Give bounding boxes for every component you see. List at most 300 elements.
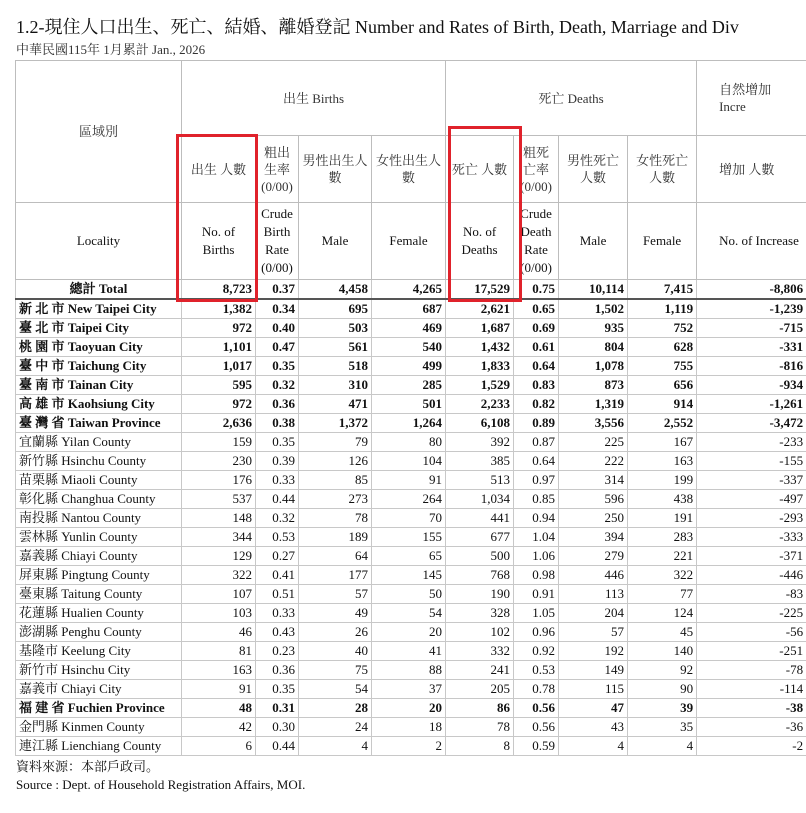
deaths-cell: 190 [446,585,514,604]
table-title: 1.2-現住人口出生、死亡、結婚、離婚登記 Number and Rates of Birth, Death, Marriage and Div [16,17,739,37]
male-births-cell: 4,458 [299,280,372,300]
birth-rate-cell: 0.51 [256,585,299,604]
death-rate-cell: 1.06 [514,547,559,566]
table-row [16,376,806,395]
table-body [16,280,806,756]
locality-cell: 金門縣 Kinmen County [16,718,182,737]
female-deaths-cell: 2,552 [628,414,697,433]
male-deaths-cell: 1,319 [559,395,628,414]
female-births-cell: 41 [372,642,446,661]
male-births-cell: 85 [299,471,372,490]
table-row [16,566,806,585]
region-header: 區域別 [16,61,182,203]
deaths-cell: 768 [446,566,514,585]
table-row [16,642,806,661]
births-cell: 48 [182,699,256,718]
death-rate-cell: 0.94 [514,509,559,528]
locality-cell: 福 建 省 Fuchien Province [16,699,182,718]
locality-cell: 新竹縣 Hsinchu County [16,452,182,471]
male-deaths-cell: 115 [559,680,628,699]
female-deaths-cell: 755 [628,357,697,376]
birth-rate-cell: 0.33 [256,604,299,623]
birth-rate-cell: 0.40 [256,319,299,338]
male-deaths-cell: 596 [559,490,628,509]
col-header-en-increase: No. of Increase [697,203,806,280]
male-deaths-cell: 47 [559,699,628,718]
birth-rate-cell: 0.36 [256,661,299,680]
increase-cell: -337 [697,471,806,490]
col-header-en-births: No. of Births [182,203,256,280]
death-rate-cell: 0.83 [514,376,559,395]
male-births-cell: 64 [299,547,372,566]
death-rate-cell: 0.82 [514,395,559,414]
table-row [16,414,806,433]
increase-cell: -36 [697,718,806,737]
deaths-cell: 102 [446,623,514,642]
death-rate-cell: 0.96 [514,623,559,642]
increase-cell: -38 [697,699,806,718]
male-births-cell: 28 [299,699,372,718]
female-births-cell: 50 [372,585,446,604]
deaths-cell: 332 [446,642,514,661]
table-row [16,661,806,680]
birth-rate-cell: 0.39 [256,452,299,471]
col-header-en-death-rate: Crude Death Rate (0/00) [514,203,559,280]
male-births-cell: 40 [299,642,372,661]
col-header-en-female-births: Female [372,203,446,280]
female-births-cell: 499 [372,357,446,376]
locality-cell: 臺 中 市 Taichung City [16,357,182,376]
locality-cell: 臺 南 市 Tainan City [16,376,182,395]
deaths-cell: 1,529 [446,376,514,395]
male-births-cell: 310 [299,376,372,395]
births-cell: 972 [182,395,256,414]
col-header-zh-female-births: 女性出生人數 [372,136,446,203]
female-births-cell: 88 [372,661,446,680]
deaths-cell: 205 [446,680,514,699]
female-births-cell: 20 [372,623,446,642]
female-births-cell: 540 [372,338,446,357]
table-row [16,680,806,699]
deaths-cell: 6,108 [446,414,514,433]
table-row [16,395,806,414]
female-births-cell: 54 [372,604,446,623]
deaths-cell: 86 [446,699,514,718]
death-rate-cell: 0.97 [514,471,559,490]
increase-cell: -114 [697,680,806,699]
female-deaths-cell: 7,415 [628,280,697,300]
increase-cell: -816 [697,357,806,376]
births-cell: 159 [182,433,256,452]
female-deaths-cell: 283 [628,528,697,547]
birth-rate-cell: 0.32 [256,509,299,528]
male-deaths-cell: 225 [559,433,628,452]
footnote-source-zh: 資料來源：本部戶政司。 [16,759,160,774]
table-row [16,585,806,604]
locality-cell: 彰化縣 Changhua County [16,490,182,509]
locality-cell: 宜蘭縣 Yilan County [16,433,182,452]
female-births-cell: 687 [372,299,446,319]
male-deaths-cell: 192 [559,642,628,661]
female-deaths-cell: 1,119 [628,299,697,319]
deaths-cell: 2,233 [446,395,514,414]
death-rate-cell: 0.59 [514,737,559,756]
locality-header: Locality [16,203,182,280]
increase-group-en: Incre [719,99,746,114]
births-cell: 42 [182,718,256,737]
birth-rate-cell: 0.31 [256,699,299,718]
male-deaths-cell: 204 [559,604,628,623]
death-rate-cell: 0.61 [514,338,559,357]
col-header-zh-birth-rate: 粗出生率 (0/00) [256,136,299,203]
increase-cell: -78 [697,661,806,680]
table-row [16,490,806,509]
table-subtitle: 中華民國115年 1月累計 Jan., 2026 [16,42,206,57]
female-births-cell: 18 [372,718,446,737]
male-births-cell: 79 [299,433,372,452]
female-births-cell: 70 [372,509,446,528]
statistics-table [15,60,806,756]
male-deaths-cell: 446 [559,566,628,585]
birth-rate-cell: 0.35 [256,433,299,452]
male-deaths-cell: 250 [559,509,628,528]
male-deaths-cell: 149 [559,661,628,680]
male-deaths-cell: 1,078 [559,357,628,376]
table-row [16,699,806,718]
female-births-cell: 1,264 [372,414,446,433]
locality-cell: 連江縣 Lienchiang County [16,737,182,756]
locality-cell: 澎湖縣 Penghu County [16,623,182,642]
death-rate-cell: 0.89 [514,414,559,433]
locality-cell: 屏東縣 Pingtung County [16,566,182,585]
death-rate-cell: 0.64 [514,357,559,376]
male-deaths-cell: 279 [559,547,628,566]
col-header-en-female-deaths: Female [628,203,697,280]
increase-cell: -225 [697,604,806,623]
births-cell: 1,382 [182,299,256,319]
birth-rate-cell: 0.37 [256,280,299,300]
births-cell: 103 [182,604,256,623]
table-row [16,338,806,357]
deaths-cell: 385 [446,452,514,471]
births-cell: 176 [182,471,256,490]
table-row [16,319,806,338]
increase-cell: -251 [697,642,806,661]
locality-cell: 苗栗縣 Miaoli County [16,471,182,490]
female-deaths-cell: 914 [628,395,697,414]
col-header-zh-death-rate: 粗死亡率 (0/00) [514,136,559,203]
female-deaths-cell: 4 [628,737,697,756]
male-deaths-cell: 10,114 [559,280,628,300]
table-row [16,299,806,319]
death-rate-cell: 0.75 [514,280,559,300]
deaths-cell: 1,833 [446,357,514,376]
birth-rate-cell: 0.53 [256,528,299,547]
locality-cell: 嘉義市 Chiayi City [16,680,182,699]
increase-cell: -1,239 [697,299,806,319]
male-births-cell: 189 [299,528,372,547]
female-deaths-cell: 39 [628,699,697,718]
male-births-cell: 78 [299,509,372,528]
male-deaths-cell: 935 [559,319,628,338]
male-births-cell: 4 [299,737,372,756]
birth-rate-cell: 0.44 [256,490,299,509]
col-header-en-male-deaths: Male [559,203,628,280]
birth-rate-cell: 0.32 [256,376,299,395]
increase-cell: -155 [697,452,806,471]
male-deaths-cell: 113 [559,585,628,604]
increase-group-header [697,61,806,136]
table-row [16,718,806,737]
increase-cell: -331 [697,338,806,357]
male-births-cell: 518 [299,357,372,376]
deaths-cell: 78 [446,718,514,737]
increase-cell: -3,472 [697,414,806,433]
birth-rate-cell: 0.36 [256,395,299,414]
death-rate-cell: 0.78 [514,680,559,699]
death-rate-cell: 0.87 [514,433,559,452]
male-deaths-cell: 43 [559,718,628,737]
male-births-cell: 26 [299,623,372,642]
col-header-zh-deaths: 死亡 人數 [446,136,514,203]
births-cell: 46 [182,623,256,642]
table-row [16,737,806,756]
increase-cell: -446 [697,566,806,585]
male-births-cell: 1,372 [299,414,372,433]
births-cell: 91 [182,680,256,699]
female-births-cell: 145 [372,566,446,585]
male-births-cell: 24 [299,718,372,737]
birth-rate-cell: 0.43 [256,623,299,642]
death-rate-cell: 0.85 [514,490,559,509]
male-deaths-cell: 57 [559,623,628,642]
male-deaths-cell: 4 [559,737,628,756]
deaths-cell: 8 [446,737,514,756]
births-cell: 1,101 [182,338,256,357]
total-row [16,280,806,300]
locality-cell: 臺 北 市 Taipei City [16,319,182,338]
female-deaths-cell: 92 [628,661,697,680]
birth-rate-cell: 0.47 [256,338,299,357]
female-deaths-cell: 221 [628,547,697,566]
deaths-cell: 500 [446,547,514,566]
births-cell: 163 [182,661,256,680]
death-rate-cell: 0.64 [514,452,559,471]
col-header-zh-female-deaths: 女性死亡人數 [628,136,697,203]
male-deaths-cell: 314 [559,471,628,490]
increase-cell: -8,806 [697,280,806,300]
increase-cell: -715 [697,319,806,338]
male-births-cell: 177 [299,566,372,585]
death-rate-cell: 1.04 [514,528,559,547]
female-births-cell: 2 [372,737,446,756]
births-cell: 972 [182,319,256,338]
female-deaths-cell: 140 [628,642,697,661]
col-header-zh-male-deaths: 男性死亡人數 [559,136,628,203]
increase-cell: -934 [697,376,806,395]
col-header-en-deaths: No. of Deaths [446,203,514,280]
births-cell: 107 [182,585,256,604]
table-row [16,452,806,471]
increase-cell: -56 [697,623,806,642]
female-deaths-cell: 752 [628,319,697,338]
increase-cell: -293 [697,509,806,528]
male-deaths-cell: 222 [559,452,628,471]
male-births-cell: 503 [299,319,372,338]
female-births-cell: 285 [372,376,446,395]
locality-cell: 花蓮縣 Hualien County [16,604,182,623]
female-births-cell: 20 [372,699,446,718]
birth-rate-cell: 0.33 [256,471,299,490]
female-deaths-cell: 628 [628,338,697,357]
births-cell: 8,723 [182,280,256,300]
col-header-en-male-births: Male [299,203,372,280]
birth-rate-cell: 0.30 [256,718,299,737]
death-rate-cell: 0.98 [514,566,559,585]
male-births-cell: 57 [299,585,372,604]
male-births-cell: 75 [299,661,372,680]
female-births-cell: 65 [372,547,446,566]
locality-cell: 新 北 市 New Taipei City [16,299,182,319]
column-headers-en [16,203,806,280]
births-cell: 129 [182,547,256,566]
locality-cell: 嘉義縣 Chiayi County [16,547,182,566]
locality-cell: 新竹市 Hsinchu City [16,661,182,680]
births-cell: 6 [182,737,256,756]
locality-cell: 高 雄 市 Kaohsiung City [16,395,182,414]
births-cell: 148 [182,509,256,528]
female-deaths-cell: 191 [628,509,697,528]
female-births-cell: 4,265 [372,280,446,300]
deaths-cell: 1,687 [446,319,514,338]
deaths-cell: 441 [446,509,514,528]
female-births-cell: 91 [372,471,446,490]
locality-cell: 雲林縣 Yunlin County [16,528,182,547]
death-rate-cell: 0.56 [514,718,559,737]
death-rate-cell: 0.69 [514,319,559,338]
deaths-group-header: 死亡 Deaths [446,61,697,136]
locality-cell: 基隆市 Keelung City [16,642,182,661]
male-deaths-cell: 804 [559,338,628,357]
table-row [16,528,806,547]
increase-cell: -233 [697,433,806,452]
locality-cell: 總計 Total [16,280,182,300]
increase-cell: -2 [697,737,806,756]
female-deaths-cell: 35 [628,718,697,737]
locality-cell: 桃 園 市 Taoyuan City [16,338,182,357]
increase-cell: -497 [697,490,806,509]
birth-rate-cell: 0.34 [256,299,299,319]
births-cell: 344 [182,528,256,547]
female-deaths-cell: 167 [628,433,697,452]
male-births-cell: 126 [299,452,372,471]
female-deaths-cell: 124 [628,604,697,623]
female-deaths-cell: 90 [628,680,697,699]
death-rate-cell: 0.56 [514,699,559,718]
births-cell: 322 [182,566,256,585]
births-cell: 537 [182,490,256,509]
female-births-cell: 155 [372,528,446,547]
table-row [16,547,806,566]
birth-rate-cell: 0.44 [256,737,299,756]
birth-rate-cell: 0.23 [256,642,299,661]
female-deaths-cell: 163 [628,452,697,471]
locality-cell: 南投縣 Nantou County [16,509,182,528]
births-group-header: 出生 Births [182,61,446,136]
births-cell: 595 [182,376,256,395]
table-row [16,623,806,642]
female-deaths-cell: 656 [628,376,697,395]
table-row [16,471,806,490]
female-deaths-cell: 45 [628,623,697,642]
male-births-cell: 49 [299,604,372,623]
footnote-source-en: Source : Dept. of Household Registration Affairs, MOI. [16,777,306,792]
deaths-cell: 677 [446,528,514,547]
male-deaths-cell: 394 [559,528,628,547]
male-births-cell: 273 [299,490,372,509]
table-row [16,357,806,376]
births-cell: 2,636 [182,414,256,433]
death-rate-cell: 0.65 [514,299,559,319]
table-row [16,604,806,623]
locality-cell: 臺 灣 省 Taiwan Province [16,414,182,433]
deaths-cell: 513 [446,471,514,490]
births-cell: 230 [182,452,256,471]
increase-cell: -83 [697,585,806,604]
female-births-cell: 104 [372,452,446,471]
male-births-cell: 471 [299,395,372,414]
deaths-cell: 241 [446,661,514,680]
table-row [16,433,806,452]
birth-rate-cell: 0.27 [256,547,299,566]
male-deaths-cell: 3,556 [559,414,628,433]
increase-cell: -371 [697,547,806,566]
deaths-cell: 2,621 [446,299,514,319]
birth-rate-cell: 0.41 [256,566,299,585]
col-header-en-birth-rate: Crude Birth Rate (0/00) [256,203,299,280]
female-deaths-cell: 199 [628,471,697,490]
female-deaths-cell: 438 [628,490,697,509]
male-births-cell: 54 [299,680,372,699]
increase-cell: -333 [697,528,806,547]
deaths-cell: 328 [446,604,514,623]
female-births-cell: 264 [372,490,446,509]
male-births-cell: 561 [299,338,372,357]
birth-rate-cell: 0.35 [256,357,299,376]
col-header-zh-births: 出生 人數 [182,136,256,203]
death-rate-cell: 0.91 [514,585,559,604]
births-cell: 81 [182,642,256,661]
birth-rate-cell: 0.38 [256,414,299,433]
male-deaths-cell: 1,502 [559,299,628,319]
death-rate-cell: 0.53 [514,661,559,680]
female-births-cell: 37 [372,680,446,699]
female-deaths-cell: 322 [628,566,697,585]
births-cell: 1,017 [182,357,256,376]
female-births-cell: 469 [372,319,446,338]
increase-group-zh: 自然增加 [719,82,772,97]
female-deaths-cell: 77 [628,585,697,604]
deaths-cell: 1,034 [446,490,514,509]
female-births-cell: 80 [372,433,446,452]
male-deaths-cell: 873 [559,376,628,395]
deaths-cell: 392 [446,433,514,452]
birth-rate-cell: 0.35 [256,680,299,699]
col-header-zh-male-births: 男性出生人數 [299,136,372,203]
male-births-cell: 695 [299,299,372,319]
table-row [16,509,806,528]
death-rate-cell: 1.05 [514,604,559,623]
